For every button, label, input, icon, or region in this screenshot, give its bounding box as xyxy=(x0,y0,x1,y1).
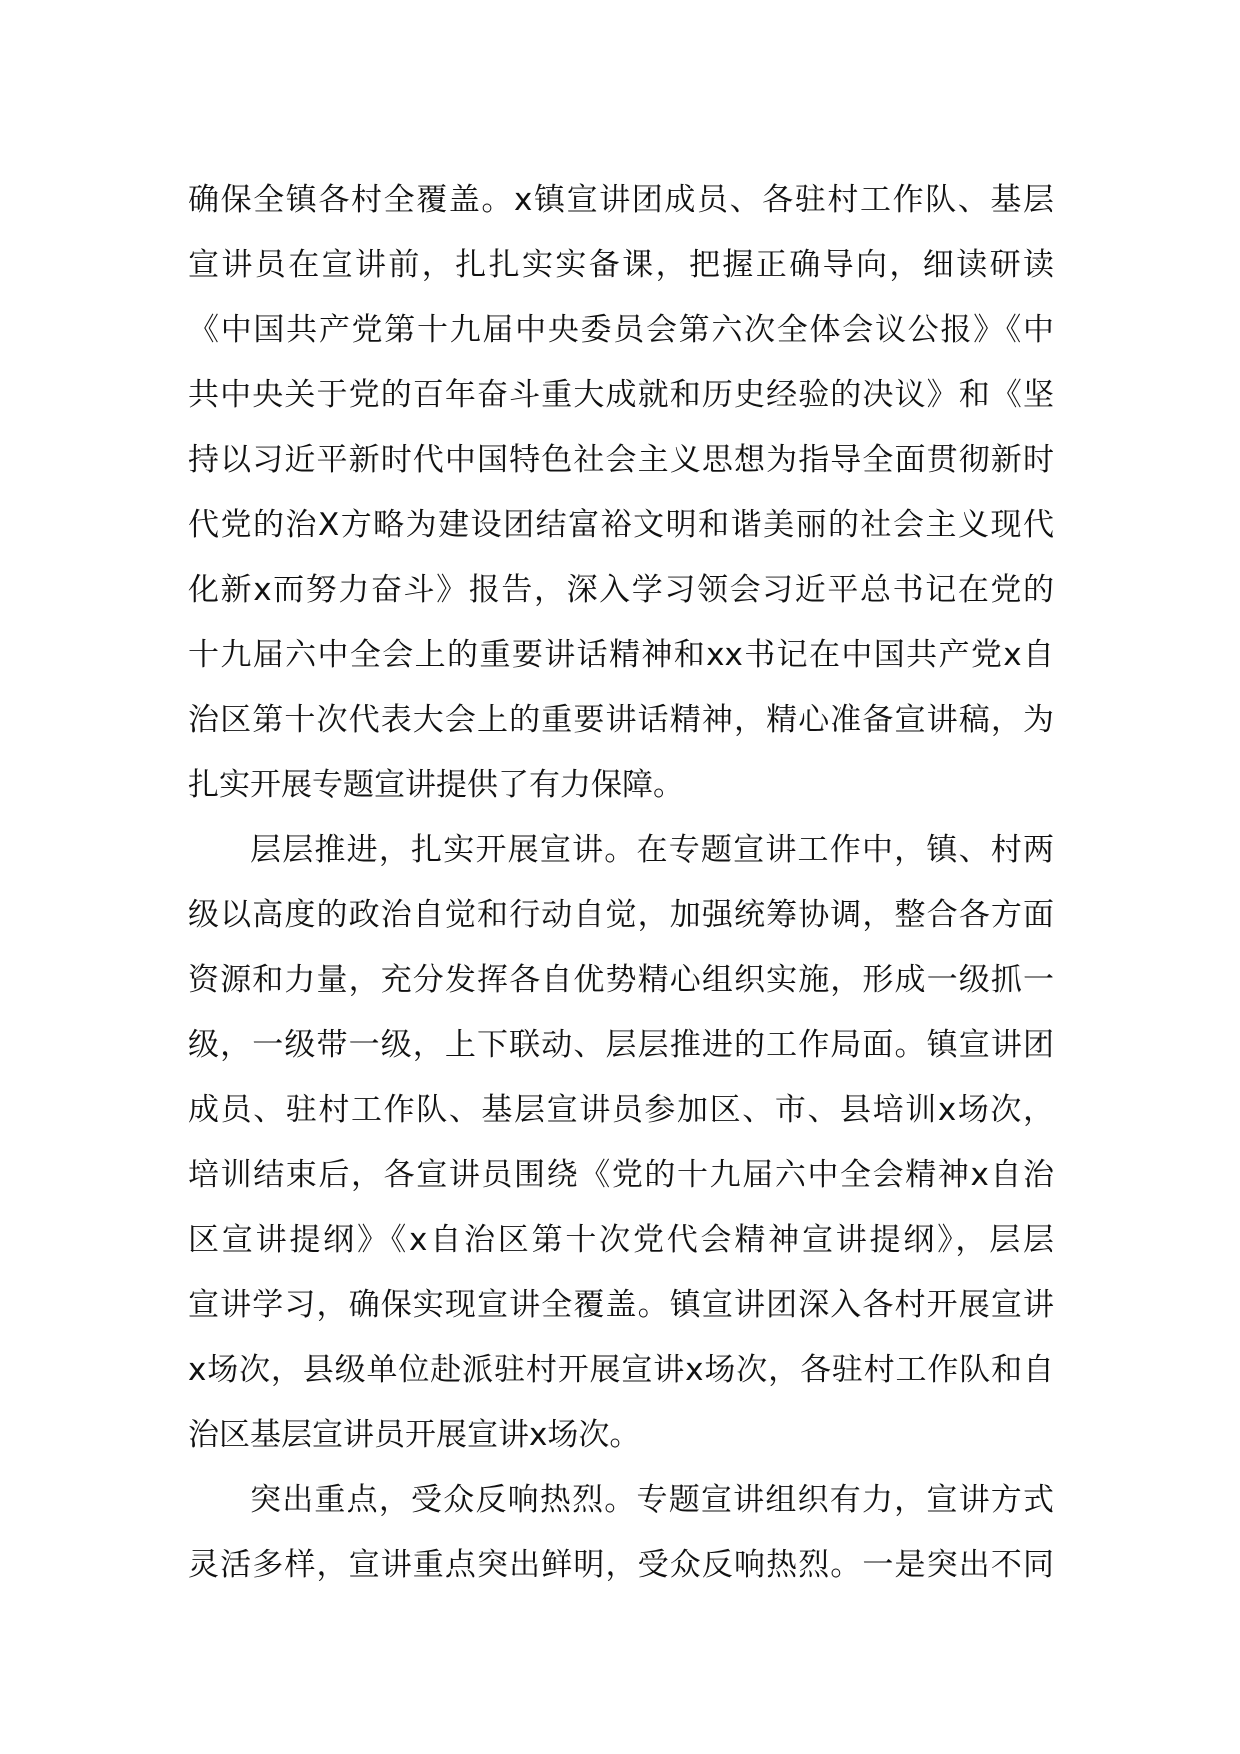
text-line: 级以高度的政治自觉和行动自觉，加强统筹协调，整合各方面 xyxy=(188,897,1054,933)
text-line: 十九届六中全会上的重要讲话精神和xx书记在中国共产党x自 xyxy=(188,637,1054,673)
text-line: 共中央关于党的百年奋斗重大成就和历史经验的决议》和《坚 xyxy=(188,377,1054,413)
text-line: 治区基层宣讲员开展宣讲x场次。 xyxy=(188,1417,641,1453)
body-text xyxy=(188,168,1054,1598)
text-line: 治区第十次代表大会上的重要讲话精神，精心准备宣讲稿，为 xyxy=(188,702,1054,738)
text-line: 化新x而努力奋斗》报告，深入学习领会习近平总书记在党的 xyxy=(188,572,1054,608)
paragraph-first-line: 突出重点，受众反响热烈。专题宣讲组织有力，宣讲方式 xyxy=(250,1482,1054,1518)
text-line: 扎实开展专题宣讲提供了有力保障。 xyxy=(188,767,684,803)
text-line: 级，一级带一级，上下联动、层层推进的工作局面。镇宣讲团 xyxy=(188,1027,1054,1063)
text-line: 宣讲员在宣讲前，扎扎实实备课，把握正确导向，细读研读 xyxy=(188,247,1054,283)
text-line: x场次，县级单位赴派驻村开展宣讲x场次，各驻村工作队和自 xyxy=(188,1352,1054,1388)
text-line: 资源和力量，充分发挥各自优势精心组织实施，形成一级抓一 xyxy=(188,962,1054,998)
text-line: 持以习近平新时代中国特色社会主义思想为指导全面贯彻新时 xyxy=(188,442,1054,478)
text-line: 成员、驻村工作队、基层宣讲员参加区、市、县培训x场次， xyxy=(188,1092,1054,1128)
text-line: 区宣讲提纲》《x自治区第十次党代会精神宣讲提纲》，层层 xyxy=(188,1222,1054,1258)
paragraph-first-line: 层层推进，扎实开展宣讲。在专题宣讲工作中，镇、村两 xyxy=(250,832,1054,868)
text-line: 确保全镇各村全覆盖。x镇宣讲团成员、各驻村工作队、基层 xyxy=(188,182,1054,218)
text-line: 培训结束后，各宣讲员围绕《党的十九届六中全会精神x自治 xyxy=(188,1157,1054,1193)
text-line: 代党的治X方略为建设团结富裕文明和谐美丽的社会主义现代 xyxy=(188,507,1054,543)
text-line: 灵活多样，宣讲重点突出鲜明，受众反响热烈。一是突出不同 xyxy=(188,1547,1054,1583)
text-line: 宣讲学习，确保实现宣讲全覆盖。镇宣讲团深入各村开展宣讲 xyxy=(188,1287,1054,1323)
text-line: 《中国共产党第十九届中央委员会第六次全体会议公报》《中 xyxy=(188,312,1054,348)
